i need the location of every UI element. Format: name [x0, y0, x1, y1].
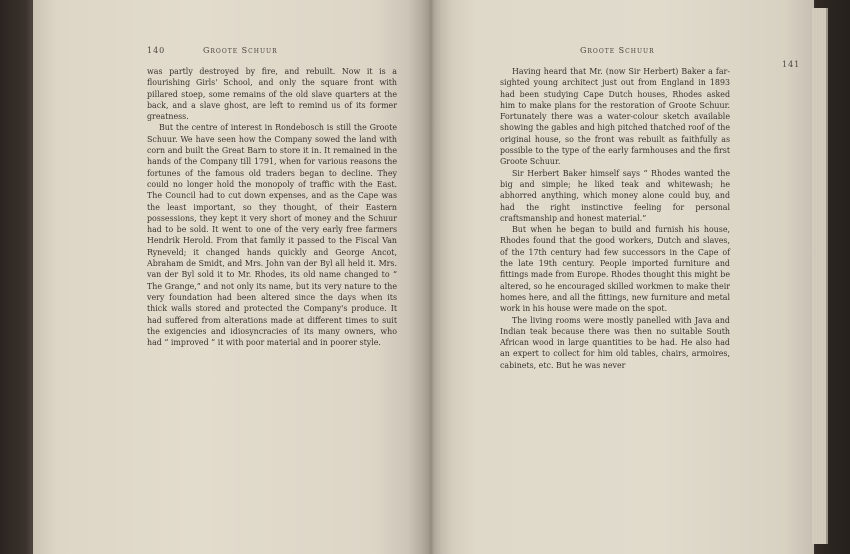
right-page-text	[500, 66, 730, 371]
left-running-title: Groote Schuur	[203, 46, 278, 55]
right-page-number: 141	[782, 60, 801, 69]
left-page	[30, 0, 433, 554]
page-edges	[812, 8, 828, 544]
right-running-title: Groote Schuur	[580, 46, 655, 55]
right-paragraph-4: The living rooms were mostly panelled with Java and Indian teak because there was then no suitable South African wood in large quantities to be had. He also had an expert to collect for him old tables, chairs, armoires, cabinets, etc. But he was never	[500, 315, 730, 370]
right-page	[430, 0, 814, 554]
left-page-text	[147, 66, 397, 348]
right-paragraph-2: Sir Herbert Baker himself says “ Rhodes wanted the big and simple; he liked teak and whitewash; he abhorred anything, which money alone could buy, and had the right instinctive feeling for personal craftsmanship and honest material.”	[500, 168, 730, 223]
left-paragraph-1: was partly destroyed by fire, and rebuilt. Now it is a flourishing Girls' School, and only the square front with pillared stoep, some remains of the old slave quarters at the back, and a slave ghost, are left to remind us of its former greatness.	[147, 67, 397, 122]
left-paragraph-2: But the centre of interest in Rondebosch is still the Groote Schuur. We have seen how the Company sowed the land with corn and built the Great Barn to store it in. It remained in the hands of the Company till 1791, when for various reasons the fortunes of the famous old traders began to decline. They could no longer hold the monopoly of traffic with the East. The Council had to cut down expenses, and as the Cape was the least important, so they thought, of their Eastern possessions, they kept it very short of money and the Schuur had to be sold. It went to one of the very early free farmers Hendrik Herold. From that family it passed to the Fiscal Van Ryneveld; it changed hands quickly and George Ancot, Abraham de Smidt, and Mrs. John van der Byl all held it. Mrs. van der Byl sold it to Mr. Rhodes, its old name changed to “ The Grange,” and not only its name, but its very nature to the very foundation had been altered since the days when its thick walls stored and protected the Company's produce. It had suffered from alterations made at different times to suit the exigencies and idiosyncracies of its many owners, who had “ improved ” it with poor material and in poorer style.	[147, 123, 397, 348]
right-paragraph-3: But when he began to build and furnish his house, Rhodes found that the good workers, Dutch and slaves, of the 17th century had few successors in the Cape of the late 19th century. People imported furniture and fittings made from Europe. Rhodes thought this might be altered, so he encouraged skilled workmen to make their homes here, and all the fittings, new furniture and metal work in his house were made on the spot.	[500, 225, 730, 314]
right-paragraph-1: Having heard that Mr. (now Sir Herbert) Baker a far-sighted young architect just out from England in 1893 had been studying Cape Dutch houses, Rhodes asked him to make plans for the restoration of Groote Schuur. Fortunately there was a water-colour sketch available showing the gables and high pitched thatched roof of the original house, so the front was rebuilt as faithfully as possible to the type of the early farmhouses and the first Groote Schuur.	[500, 67, 730, 167]
left-page-number: 140	[147, 46, 166, 55]
